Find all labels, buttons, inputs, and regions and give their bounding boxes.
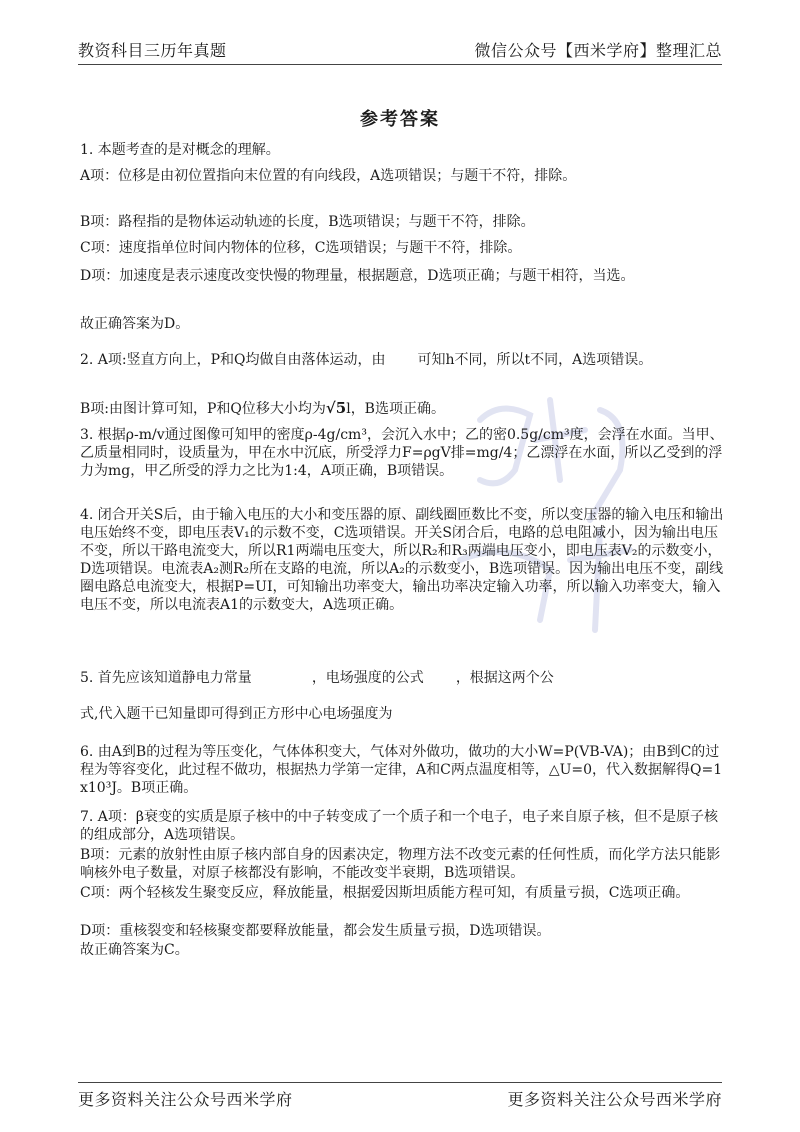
q2-option-b [80, 398, 730, 419]
q5-line-2: 式,代入题干已知量即可得到正方形中心电场强度为 [80, 706, 393, 722]
header-left-text: 教资科目三历年真题 [78, 41, 227, 60]
q1-option-d: D项：加速度是表示速度改变快慢的物理量，根据题意，D选项正确；与题干相符，当选。 [80, 268, 635, 284]
q5-line-1 [80, 668, 730, 688]
header-divider [78, 64, 722, 65]
page-header [78, 38, 722, 62]
q7-option-b: B项：元素的放射性由原子核内部自身的因素决定，物理方法不改变元素的任何性质，而化学方法只能影响核外电子数量，对原子核都没有影响，不能改变半衰期，B选项错误。 [80, 847, 721, 881]
q2-b-unit: l [346, 401, 351, 417]
q2-b-text-1: B项:由图计算可知，P和Q位移大小均为 [80, 401, 326, 417]
q2-option-a [80, 350, 730, 370]
header-right-text: 微信公众号【西米学府】整理汇总 [474, 41, 722, 60]
q1-option-a: A项：位移是由初位置指向末位置的有向线段，A选项错误；与题干不符，排除。 [80, 168, 577, 184]
page-title: 参考答案 [360, 109, 440, 130]
q2-b-text-2: ，B选项正确。 [350, 401, 445, 417]
q2-a-text-2: 可知h不同，所以t不同，A选项错误。 [417, 352, 653, 368]
q1-option-b: B项：路程指的是物体运动轨迹的长度，B选项错误；与题干不符，排除。 [80, 214, 535, 230]
footer-divider [78, 1082, 722, 1083]
q7-option-c: C项：两个轻核发生聚变反应，释放能量，根据爱因斯坦质能方程可知，有质量亏损，C选项正确。 [80, 885, 690, 901]
q4-paragraph: 4. 闭合开关S后，由于输入电压的大小和变压器的原、副线圈匝数比不变，所以变压器的输入电压和输出电压始终不变，即电压表V₁的示数不变，C选项错误。开关S闭合后，电路的总电阻减小，因为输出电压不变，所以干路电流变大，所以R1两端电压变大，所以R₂和R₃两端电压变小，即电压表V₂的示数变小，D选项错误。电流表A₂测R₂所在支路的电流，所以A₂的示数变小，B选项错误。因为输出电压不变，副线圈电路总电流变大，根据P=UI，可知输出功率变大，输出功率决定输入功率，所以输入功率变大，输入电压不变，所以电流表A1的示数变大，A选项正确。 [80, 507, 724, 613]
q5-text-3: ，根据这两个公 [455, 670, 554, 686]
q7-option-d: D项：重核裂变和轻核聚变都要释放能量，都会发生质量亏损，D选项错误。 [80, 923, 551, 939]
q1-intro: 1. 本题考查的是对概念的理解。 [80, 142, 280, 158]
footer-right-text: 更多资料关注公众号西米学府 [507, 1090, 722, 1109]
sqrt-expression: √5 [325, 399, 347, 417]
q1-option-c: C项：速度指单位时间内物体的位移，C选项错误；与题干不符，排除。 [80, 240, 522, 256]
q1-conclusion: 故正确答案为D。 [80, 316, 190, 332]
q5-text-1: 5. 首先应该知道静电力常量 [80, 670, 252, 686]
q2-a-text-1: 2. A项:竖直方向上，P和Q均做自由落体运动，由 [80, 352, 386, 368]
q6-paragraph: 6. 由A到B的过程为等压变化，气体体积变大，气体对外做功，做功的大小W=P(VB-VA)；由B到C的过程为等容变化，此过程不做功，根据热力学第一定律，A和C两点温度相等，△U=0，代入数据解得Q=1 x10³J。B项正确。 [80, 744, 723, 796]
q5-text-2: ，电场强度的公式 [311, 670, 424, 686]
q3-paragraph: 3. 根据ρ-m/v通过图像可知甲的密度ρ-4g/cm³，会沉入水中；乙的密0.5g/cm³度，会浮在水面。当甲、乙质量相同时，设质量为，甲在水中沉底，所受浮力F=ρgV排=mg/4；乙漂浮在水面，所以乙受到的浮力为mg，甲乙所受的浮力之比为1:4，A项正确，B项错误。 [80, 427, 724, 479]
q7-conclusion: 故正确答案为C。 [80, 942, 189, 958]
footer-left-text: 更多资料关注公众号西米学府 [78, 1090, 293, 1109]
q7-option-a: 7. A项：β衰变的实质是原子核中的中子转变成了一个质子和一个电子，电子来自原子核，但不是原子核的组成部分，A选项错误。 [80, 809, 719, 843]
